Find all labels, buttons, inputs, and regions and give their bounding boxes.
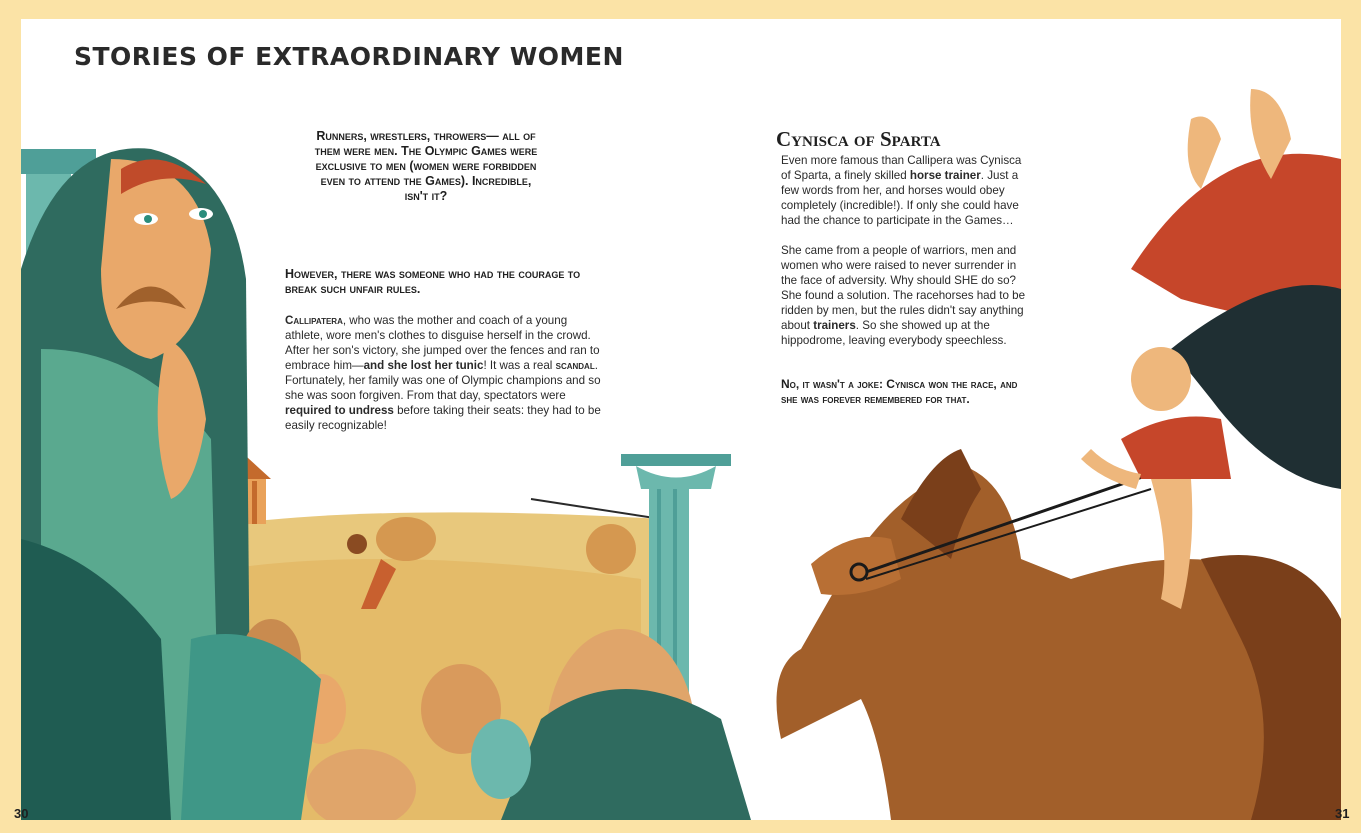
intro-paragraph: Runners, wrestlers, throwers— all of them were men. The Olympic Games were exclusive to men (women were forbidden even to attend the Games). Incredible, isn't it? [314, 129, 538, 203]
callipatera-bold-2: scandal [555, 359, 595, 372]
page-number-left: 30 [14, 806, 29, 821]
callipatera-text-3: . Fortunately, her family was one of Olympic champions and so she was soon forgiven. From that day, spectators were [285, 359, 601, 402]
cynisca-paragraph-1 [781, 153, 1033, 228]
cynisca-final-paragraph: No, it wasn't a joke: Cynisca won the race, and she was forever remembered for that. [781, 377, 1018, 406]
illustration-layer [21, 19, 1341, 820]
cynisca-text-4: . So she showed up at the hippodrome, leaving everybody speechless. [781, 319, 1007, 347]
cynisca-paragraph-2 [781, 243, 1033, 348]
callipatera-bold-3: required to undress [285, 404, 394, 417]
callipatera-text-1: , who was the mother and coach of a young athlete, wore men's clothes to disguise herself in the crowd. After her son's victory, she jumped over the fences and ran to embrace him— [285, 314, 600, 372]
callipatera-paragraph [285, 313, 605, 433]
cynisca-text-2: . Just a few words from her, and horses would obey completely (incredible!). If only she could have had the chance to participate in the Games… [781, 169, 1019, 227]
cynisca-text-1: Even more famous than Callipera was Cynisca of Sparta, a finely skilled [781, 154, 1022, 182]
horse-figure [777, 449, 1342, 820]
page-title: STORIES OF EXTRAORDINARY WOMEN [74, 42, 624, 71]
page-number-right: 31 [1335, 806, 1350, 821]
callipatera-name: Callipatera [285, 314, 343, 327]
cynisca-text-3: She came from a people of warriors, men and women who were raised to never surrender in the face of adversity. Why should SHE do so? She found a solution. The racehorses had to be ridden by men, but the rules didn't say anything about [781, 244, 1026, 332]
callipatera-text-4: before taking their seats: they had to be easily recognizable! [285, 404, 601, 432]
lead-paragraph: However, there was someone who had the courage to break such unfair rules. [285, 267, 581, 296]
book-spread [21, 19, 1341, 820]
cynisca-bold-1: horse trainer [909, 169, 981, 182]
callipatera-text-2: ! It was a real [483, 359, 556, 372]
cynisca-heading: Cynisca of Sparta [776, 127, 941, 151]
cynisca-figure [1081, 89, 1341, 609]
cynisca-bold-2: trainers [813, 319, 856, 332]
callipatera-bold-1: and she lost her tunic [363, 359, 484, 372]
